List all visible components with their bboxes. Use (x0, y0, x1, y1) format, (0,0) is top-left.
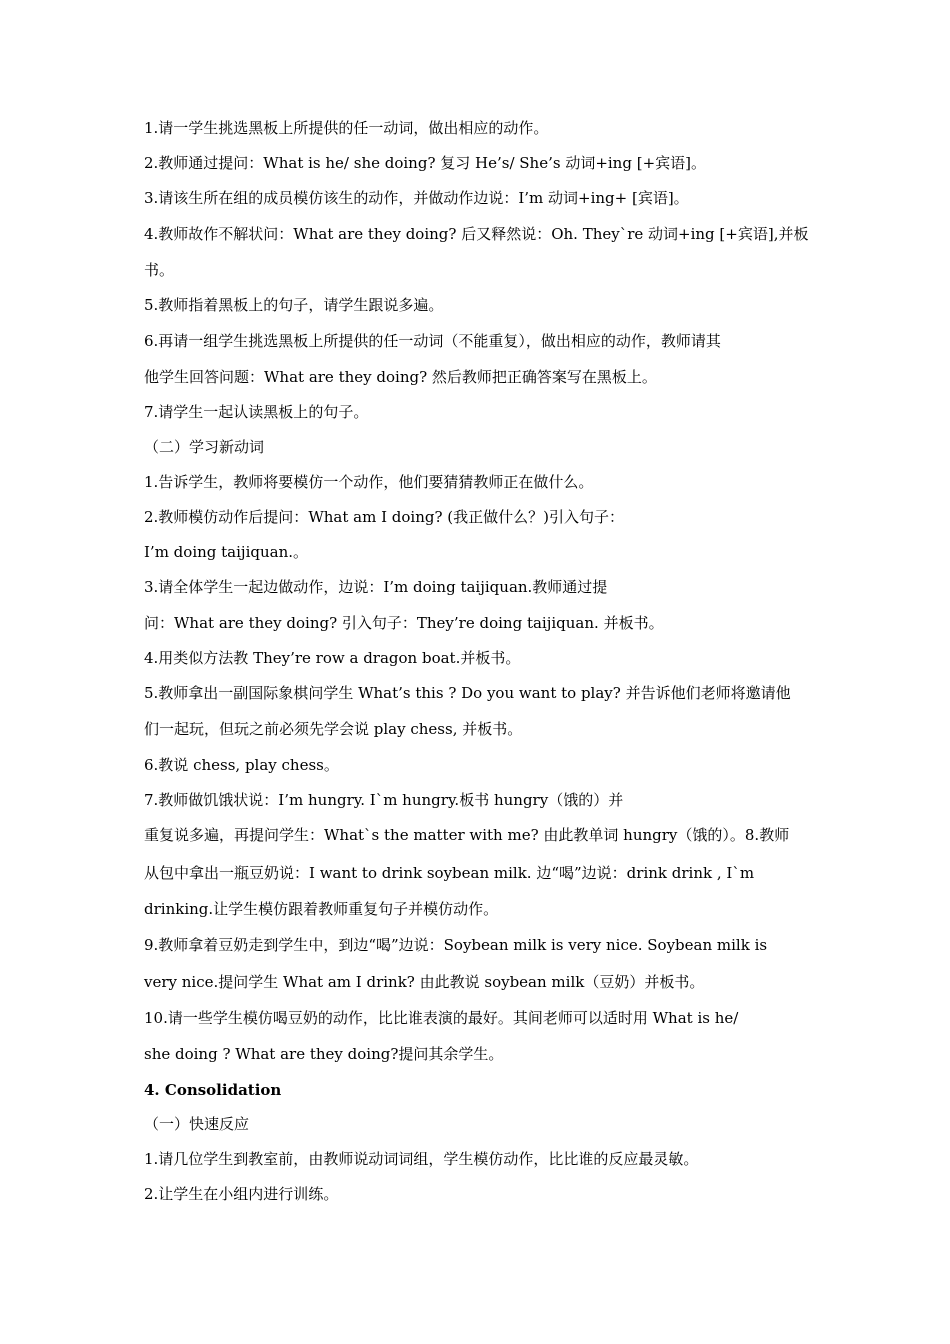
paragraph-line-4: 4.教师故作不解状问：What are they doing? 后又释然说：Oh. They`re 动词+ing [+宾语],并板 (144, 225, 809, 243)
paragraph-line-1: 1.请一学生挑选黑板上所提供的任一动词，做出相应的动作。 (144, 119, 549, 137)
paragraph-line-14: 问：What are they doing? 引入句子：They’re doing taijiquan. 并板书。 (144, 614, 664, 632)
paragraph-line-28: 2.让学生在小组内进行训练。 (144, 1185, 339, 1203)
paragraph-line-2: 2.教师通过提问：What is he/ she doing? 复习 He’s/ She’s 动词+ing [+宾语]。 (144, 154, 706, 172)
paragraph-line-13: 3.请全体学生一起边做动作，边说：I’m doing taijiquan.教师通过提 (144, 578, 608, 596)
paragraph-line-10: 1.告诉学生，教师将要模仿一个动作，他们要猜猜教师正在做什么。 (144, 473, 594, 491)
paragraph-line-20: 重复说多遍，再提问学生：What`s the matter with me? 由此教单词 hungry（饿的）。8.教师 (144, 826, 790, 844)
paragraph-line-18: 6.教说 chess, play chess。 (144, 756, 339, 774)
paragraph-line-8: 他学生回答问题：What are they doing? 然后教师把正确答案写在黑板上。 (144, 368, 657, 386)
paragraph-line-19: 7.教师做饥饿状说：I’m hungry. I`m hungry.板书 hungry（饿的）并 (144, 791, 624, 809)
paragraph-line-11: 2.教师模仿动作后提问：What am I doing? (我正做什么？)引入句子： (144, 508, 624, 526)
paragraph-line-21: 从包中拿出一瓶豆奶说：I want to drink soybean milk. 边“喝”边说：drink drink , I`m (144, 864, 755, 882)
paragraph-line-5: 书。 (144, 261, 175, 279)
paragraph-line-26: she doing ? What are they doing?提问其余学生。 (144, 1045, 504, 1063)
paragraph-line-22: drinking.让学生模仿跟着教师重复句子并模仿动作。 (144, 900, 499, 918)
paragraph-line-17: 们一起玩，但玩之前必须先学会说 play chess, 并板书。 (144, 720, 523, 738)
paragraph-line-7: 6.再请一组学生挑选黑板上所提供的任一动词（不能重复），做出相应的动作，教师请其 (144, 332, 721, 350)
section-heading-consolidation: 4. Consolidation (144, 1081, 282, 1099)
paragraph-line-15: 4.用类似方法教 They’re row a dragon boat.并板书。 (144, 649, 521, 667)
paragraph-line-6: 5.教师指着黑板上的句子，请学生跟说多遍。 (144, 296, 444, 314)
paragraph-line-16: 5.教师拿出一副国际象棋问学生 What’s this ? Do you want to play? 并告诉他们老师将邀请他 (144, 684, 791, 702)
paragraph-line-24: very nice.提问学生 What am I drink? 由此教说 soybean milk（豆奶）并板书。 (144, 973, 705, 991)
paragraph-line-23: 9.教师拿着豆奶走到学生中，到边“喝”边说：Soybean milk is very nice. Soybean milk is (144, 936, 768, 954)
paragraph-line-9: 7.请学生一起认读黑板上的句子。 (144, 403, 369, 421)
paragraph-line-25: 10.请一些学生模仿喝豆奶的动作，比比谁表演的最好。其间老师可以适时用 What is he/ (144, 1009, 739, 1027)
subsection-heading-quick-response: （一）快速反应 (144, 1115, 250, 1133)
paragraph-line-12: I’m doing taijiquan.。 (144, 543, 308, 561)
paragraph-line-27: 1.请几位学生到教室前，由教师说动词词组，学生模仿动作，比比谁的反应最灵敏。 (144, 1150, 699, 1168)
paragraph-line-3: 3.请该生所在组的成员模仿该生的动作，并做动作边说：I’m 动词+ing+ [宾语]。 (144, 189, 689, 207)
section-heading-learn-new-verbs: （二）学习新动词 (144, 438, 265, 456)
